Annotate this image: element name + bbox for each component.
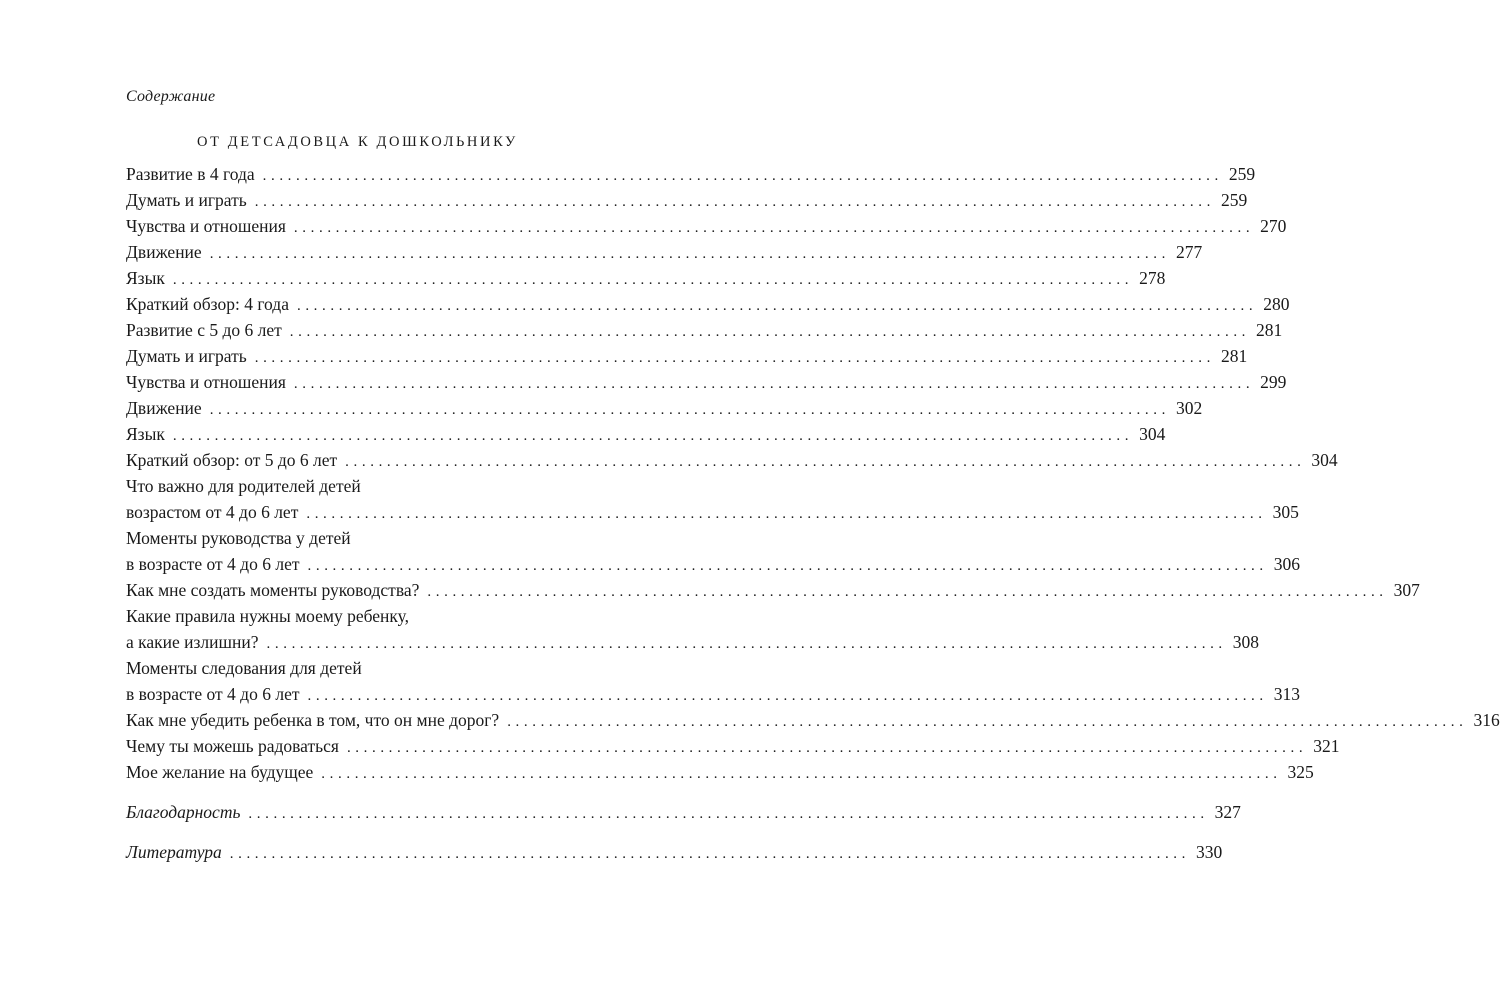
dot-leader: ................................................................................................................... <box>209 246 1170 262</box>
toc-page-number: 270 <box>1260 216 1287 236</box>
toc-page-number: 308 <box>1232 632 1260 652</box>
toc-entry-title: Как мне убедить ребенка в том, что он мне дорог? <box>126 710 500 730</box>
toc-entry <box>126 799 1241 827</box>
toc-page-number: 281 <box>1220 346 1248 366</box>
dot-leader: ................................................................................................................... <box>293 376 1255 392</box>
toc-page-number: 281 <box>1256 320 1283 340</box>
dot-leader: ................................................................................................................... <box>266 636 1227 652</box>
toc-entry-title: Развитие с 5 до 6 лет <box>126 320 282 340</box>
dot-leader: ................................................................................................................... <box>507 714 1468 730</box>
dot-leader: ................................................................................................................... <box>254 194 1215 210</box>
toc-entry-title-line-1: Моменты руководства у детей <box>126 528 351 548</box>
toc-page-number: 277 <box>1175 242 1203 262</box>
dot-leader: ................................................................................................................... <box>254 350 1215 366</box>
toc-page-number: 327 <box>1214 802 1241 822</box>
dot-leader: ................................................................................................................... <box>262 168 1223 184</box>
toc-page-number: 305 <box>1272 502 1299 522</box>
toc-entry <box>126 395 1203 423</box>
toc-entry-title: Думать и играть <box>126 190 247 210</box>
dot-leader: ................................................................................................................... <box>307 558 1268 574</box>
toc-entry-title: Думать и играть <box>126 346 247 366</box>
toc-entry-title: Краткий обзор: 4 года <box>126 294 289 314</box>
toc-entry-title-line-1: Какие правила нужны моему ребенку, <box>126 606 410 626</box>
toc-page-number: 330 <box>1196 842 1223 862</box>
toc-entry-title: Литература <box>126 842 222 862</box>
toc-page-number: 302 <box>1175 398 1203 418</box>
toc-entry <box>126 291 1290 319</box>
dot-leader: ................................................................................................................... <box>289 324 1251 340</box>
toc-entry-title-line-1: Моменты следования для детей <box>126 658 362 678</box>
toc-entry-title: Благодарность <box>126 802 241 822</box>
toc-entry-title: в возрасте от 4 до 6 лет <box>126 554 300 574</box>
dot-leader: ................................................................................................................... <box>346 740 1308 756</box>
toc-entry <box>126 733 1340 761</box>
dot-leader: ................................................................................................................... <box>296 298 1258 314</box>
toc-page-number: 306 <box>1273 554 1300 574</box>
toc-page-number: 313 <box>1273 684 1300 704</box>
toc-entry-title: в возрасте от 4 до 6 лет <box>126 684 300 704</box>
toc-entry <box>126 655 1300 709</box>
dot-leader: ................................................................................................................... <box>209 402 1170 418</box>
toc-page-number: 280 <box>1263 294 1290 314</box>
toc-entry-title: Движение <box>126 242 202 262</box>
toc-entry-title: а какие излишни? <box>126 632 259 652</box>
dot-leader: ................................................................................................................... <box>306 506 1267 522</box>
toc-entry-title: возрастом от 4 до 6 лет <box>126 502 299 522</box>
toc-entry-title: Чему ты можешь радоваться <box>126 736 339 756</box>
toc-entry-title: Язык <box>126 424 165 444</box>
toc-entry <box>126 525 1300 579</box>
toc-page-number: 259 <box>1228 164 1256 184</box>
toc-page-number: 325 <box>1287 762 1314 782</box>
toc-page-number: 299 <box>1260 372 1287 392</box>
toc-page-number: 316 <box>1473 710 1500 730</box>
dot-leader: ................................................................................................................... <box>172 428 1134 444</box>
dot-leader: ................................................................................................................... <box>427 584 1388 600</box>
dot-leader: ................................................................................................................... <box>229 846 1190 862</box>
dot-leader: ................................................................................................................... <box>248 806 1209 822</box>
toc-entry <box>126 577 1420 605</box>
toc-entry <box>126 707 1500 735</box>
toc-page-number: 307 <box>1393 580 1420 600</box>
toc-entry <box>126 187 1248 215</box>
toc-entry <box>126 317 1283 345</box>
dot-leader: ................................................................................................................... <box>345 454 1306 470</box>
toc-entry-title: Развитие в 4 года <box>126 164 255 184</box>
toc-page-number: 304 <box>1311 450 1338 470</box>
toc-entry <box>126 447 1338 475</box>
toc-entry-title: Как мне создать моменты руководства? <box>126 580 420 600</box>
toc-entry <box>126 759 1314 787</box>
toc-page-number: 304 <box>1139 424 1166 444</box>
section-title: ОТ ДЕТСАДОВЦА К ДОШКОЛЬНИКУ <box>197 134 518 150</box>
toc-entry <box>126 265 1166 293</box>
toc-page-number: 321 <box>1313 736 1340 756</box>
toc-entry-title: Чувства и отношения <box>126 372 286 392</box>
toc-entry <box>126 343 1248 371</box>
running-head: Содержание <box>126 88 216 105</box>
toc-entry <box>126 239 1203 267</box>
toc-entry <box>126 603 1260 657</box>
dot-leader: ................................................................................................................... <box>307 688 1268 704</box>
dot-leader: ................................................................................................................... <box>293 220 1255 236</box>
toc-page-number: 278 <box>1139 268 1166 288</box>
toc-entry <box>126 839 1223 867</box>
toc-page-number: 259 <box>1220 190 1248 210</box>
toc-entry-title: Движение <box>126 398 202 418</box>
toc-entry <box>126 421 1166 449</box>
toc-entry <box>126 473 1299 527</box>
toc-entry-title: Мое желание на будущее <box>126 762 314 782</box>
dot-leader: ................................................................................................................... <box>321 766 1282 782</box>
toc-entry <box>126 161 1256 189</box>
toc-entry-title: Краткий обзор: от 5 до 6 лет <box>126 450 338 470</box>
dot-leader: ................................................................................................................... <box>172 272 1134 288</box>
toc-entry-title: Чувства и отношения <box>126 216 286 236</box>
toc-entry <box>126 369 1287 397</box>
toc-entry-title: Язык <box>126 268 165 288</box>
toc-entry <box>126 213 1287 241</box>
toc-entry-title-line-1: Что важно для родителей детей <box>126 476 361 496</box>
